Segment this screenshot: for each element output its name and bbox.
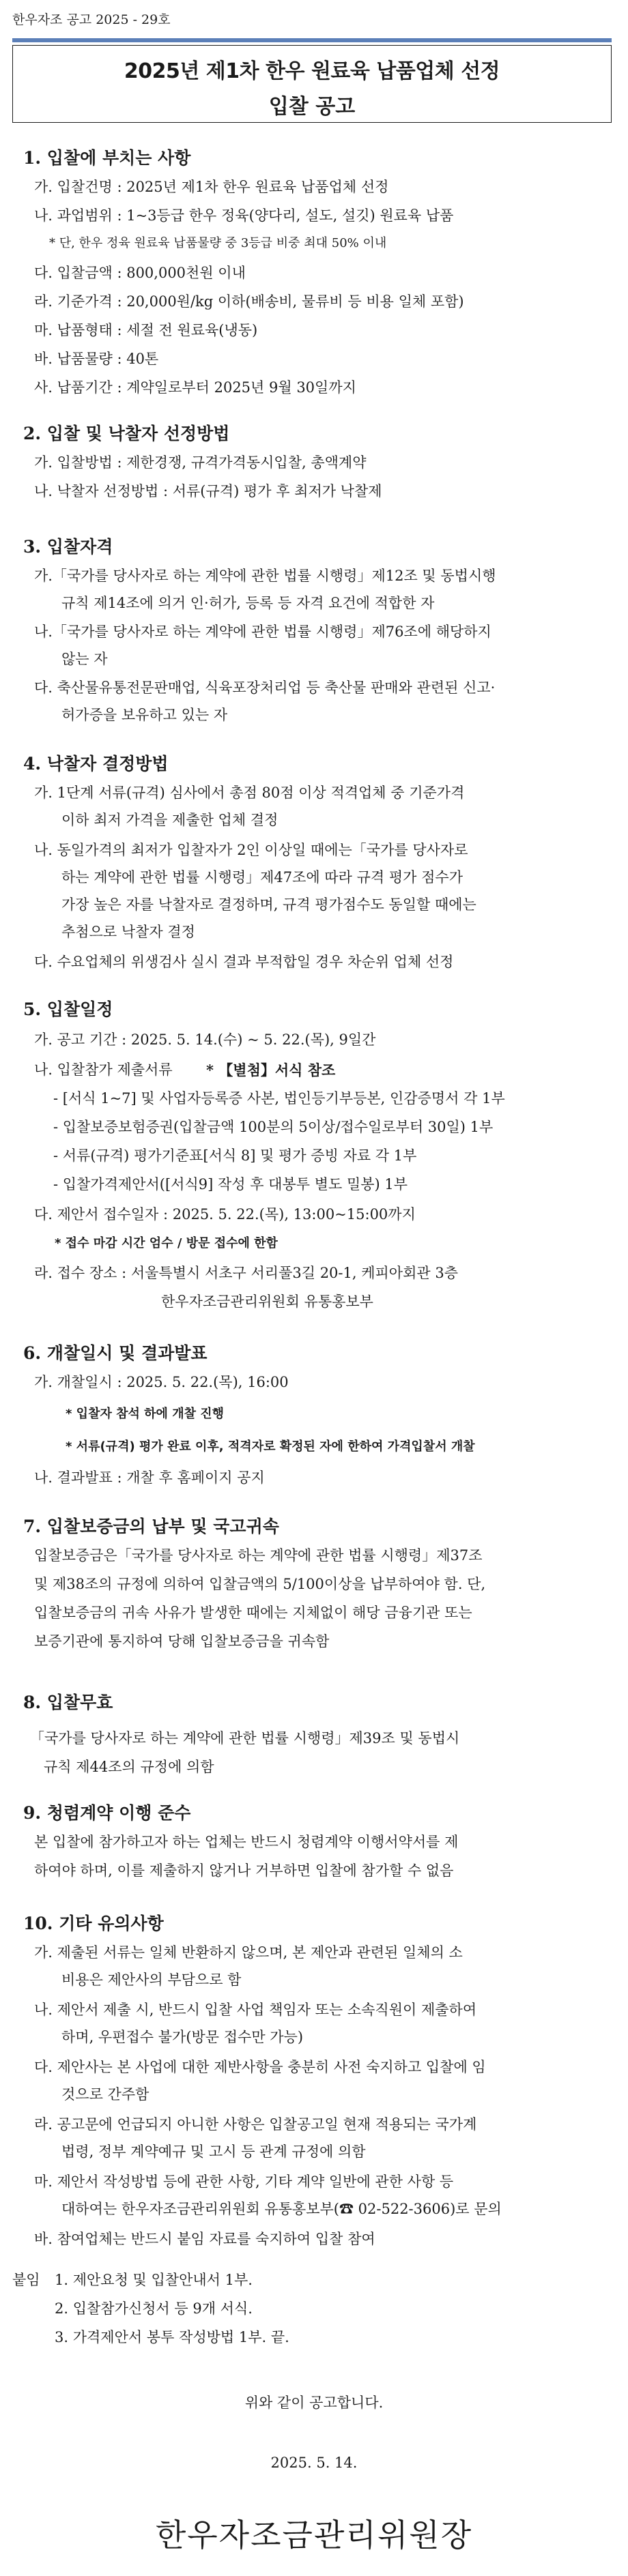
s10-item-ma-2: 대하여는 한우자조금관리위원회 유통홍보부(☎ 02-522-3606)로 문의 xyxy=(61,2201,502,2217)
section-8-title: 8. 입찰무효 xyxy=(23,1693,113,1712)
s5-item-na-label: 나. 입찰참가 제출서류 xyxy=(34,1062,173,1078)
s9-line-1: 본 입찰에 참가하고자 하는 업체는 반드시 청렴계약 이행서약서를 제 xyxy=(34,1834,459,1850)
s10-item-ga-2: 비용은 제안사의 부담으로 함 xyxy=(61,1972,242,1988)
s10-item-da-1: 다. 제안사는 본 사업에 대한 제반사항을 충분히 사전 숙지하고 입찰에 임 xyxy=(34,2059,486,2075)
section-7-title: 7. 입찰보증금의 납부 및 국고귀속 xyxy=(23,1517,279,1536)
s4-item-ga-1: 가. 1단계 서류(규격) 심사에서 총점 80점 이상 적격업체 중 기준가격 xyxy=(34,785,465,801)
s1-item-da: 다. 입찰금액 : 800,000천원 이내 xyxy=(34,265,246,281)
s1-item-sa: 사. 납품기간 : 계약일로부터 2025년 9월 30일까지 xyxy=(34,379,356,396)
s6-item-ga-note-2: * 서류(규격) 평가 완료 이후, 적격자로 확정된 자에 한하여 가격입찰서 개찰 xyxy=(66,1439,475,1454)
section-5-title: 5. 입찰일정 xyxy=(23,999,113,1019)
s5-doc-2: - 입찰보증보험증권(입찰금액 100분의 5이상/접수일로부터 30일) 1부 xyxy=(53,1119,494,1135)
section-10-title: 10. 기타 유의사항 xyxy=(23,1914,164,1933)
s10-item-na-2: 하며, 우편접수 불가(방문 접수만 가능) xyxy=(61,2029,304,2045)
s5-item-da: 다. 제안서 접수일자 : 2025. 5. 22.(목), 13:00~15:00까지 xyxy=(34,1206,416,1223)
section-1-title: 1. 입찰에 부치는 사항 xyxy=(23,148,191,168)
s5-item-na-ref: * 【별첨】서식 참조 xyxy=(206,1062,336,1079)
page-subtitle: 입찰 공고 xyxy=(268,95,356,119)
s4-item-na-1: 나. 동일가격의 최저가 입찰자가 2인 이상일 때에는「국가를 당사자로 xyxy=(34,842,468,858)
header-divider xyxy=(12,38,612,42)
s5-item-da-note: * 접수 마감 시간 엄수 / 방문 접수에 한함 xyxy=(55,1236,278,1250)
s10-item-ma-1: 마. 제안서 작성방법 등에 관한 사항, 기타 계약 일반에 관한 사항 등 xyxy=(34,2174,454,2190)
s1-item-ga: 가. 입찰건명 : 2025년 제1차 한우 원료육 납품업체 선정 xyxy=(34,179,389,195)
s6-item-ga: 가. 개찰일시 : 2025. 5. 22.(목), 16:00 xyxy=(34,1374,289,1390)
s4-item-na-2: 하는 계약에 관한 법률 시행령」제47조에 따라 규격 평가 점수가 xyxy=(61,869,463,886)
section-4-title: 4. 낙찰자 결정방법 xyxy=(23,754,169,774)
s7-line-1: 입찰보증금은「국가를 당사자로 하는 계약에 관한 법률 시행령」제37조 xyxy=(34,1547,483,1564)
attachment-item-2: 2. 입찰참가신청서 등 9개 서식. xyxy=(55,2300,253,2317)
s2-item-na: 나. 낙찰자 선정방법 : 서류(규격) 평가 후 최저가 낙찰제 xyxy=(34,483,382,499)
s3-item-na-1: 나.「국가를 당사자로 하는 계약에 관한 법률 시행령」제76조에 해당하지 xyxy=(34,624,491,640)
s5-doc-1: - [서식 1~7] 및 사업자등록증 사본, 법인등기부등본, 인감증명서 각 1부 xyxy=(53,1090,505,1107)
issuer-signature: 한우자조금관리위원장 xyxy=(155,2517,473,2553)
page-title: 2025년 제1차 한우 원료육 납품업체 선정 xyxy=(124,59,500,83)
attachment-item-3: 3. 가격제안서 봉투 작성방법 1부. 끝. xyxy=(55,2329,289,2345)
s10-item-na-1: 나. 제안서 제출 시, 반드시 입찰 사업 책임자 또는 소속직원이 제출하여 xyxy=(34,2002,477,2018)
s4-item-na-3: 가장 높은 자를 낙찰자로 결정하며, 규격 평가점수도 동일할 때에는 xyxy=(61,896,476,913)
s10-item-ba: 바. 참여업체는 반드시 붙임 자료를 숙지하여 입찰 참여 xyxy=(34,2231,375,2247)
s3-item-na-2: 않는 자 xyxy=(61,651,108,667)
notice-date: 2025. 5. 14. xyxy=(270,2455,358,2471)
s10-item-ra-1: 라. 공고문에 언급되지 아니한 사항은 입찰공고일 현재 적용되는 국가계 xyxy=(34,2116,477,2133)
s7-line-2: 및 제38조의 규정에 의하여 입찰금액의 5/100이상을 납부하여야 함. 단, xyxy=(34,1576,486,1592)
s8-line-2: 규칙 제44조의 규정에 의함 xyxy=(44,1759,214,1775)
s7-line-3: 입찰보증금의 귀속 사유가 발생한 때에는 지체없이 해당 금융기관 또는 xyxy=(34,1605,472,1621)
s1-item-ba: 바. 납품물량 : 40톤 xyxy=(34,351,159,367)
notice-number: 한우자조 공고 2025 - 29호 xyxy=(12,12,171,27)
s1-item-na-note: * 단, 한우 정육 원료육 납품물량 중 3등급 비중 최대 50% 이내 xyxy=(49,236,387,250)
s1-item-na: 나. 과업범위 : 1~3등급 한우 정육(양다리, 설도, 설깃) 원료육 납품 xyxy=(34,207,454,224)
section-2-title: 2. 입찰 및 낙찰자 선정방법 xyxy=(23,424,230,443)
s10-item-ra-2: 법령, 정부 계약예규 및 고시 등 관계 규정에 의함 xyxy=(61,2143,366,2160)
s4-item-ga-2: 이하 최저 가격을 제출한 업체 결정 xyxy=(61,812,279,828)
s8-line-1: 「국가를 당사자로 하는 계약에 관한 법률 시행령」제39조 및 동법시 xyxy=(30,1730,460,1746)
s7-line-4: 보증기관에 통지하여 당해 입찰보증금을 귀속함 xyxy=(34,1633,330,1650)
s3-item-da-1: 다. 축산물유통전문판매업, 식육포장처리업 등 축산물 판매와 관련된 신고· xyxy=(34,679,496,696)
s4-item-da: 다. 수요업체의 위생검사 실시 결과 부적합일 경우 차순위 업체 선정 xyxy=(34,954,454,970)
s5-item-ga: 가. 공고 기간 : 2025. 5. 14.(수) ~ 5. 22.(목), 9일간 xyxy=(34,1031,376,1048)
s4-item-na-4: 추첨으로 낙찰자 결정 xyxy=(61,924,195,940)
s3-item-da-2: 허가증을 보유하고 있는 자 xyxy=(61,707,228,723)
section-3-title: 3. 입찰자격 xyxy=(23,537,113,557)
closing-text: 위와 같이 공고합니다. xyxy=(244,2395,384,2411)
title-box xyxy=(12,45,612,123)
s5-doc-4: - 입찰가격제안서([서식9] 작성 후 대봉투 별도 밀봉) 1부 xyxy=(53,1176,408,1192)
s6-item-na: 나. 결과발표 : 개찰 후 홈페이지 공지 xyxy=(34,1469,265,1486)
attachment-label: 붙임 xyxy=(12,2272,40,2288)
attachment-item-1: 1. 제안요청 및 입찰안내서 1부. xyxy=(55,2272,253,2288)
s3-item-ga-2: 규칙 제14조에 의거 인·허가, 등록 등 자격 요건에 적합한 자 xyxy=(61,595,435,611)
s10-item-ga-1: 가. 제출된 서류는 일체 반환하지 않으며, 본 제안과 관련된 일체의 소 xyxy=(34,1944,463,1961)
s3-item-ga-1: 가.「국가를 당사자로 하는 계약에 관한 법률 시행령」제12조 및 동법시행 xyxy=(34,568,496,584)
s5-item-ra-1: 라. 접수 장소 : 서울특별시 서초구 서리풀3길 20-1, 케피아회관 3층 xyxy=(34,1265,458,1281)
s5-item-ra-2: 한우자조금관리위원회 유통홍보부 xyxy=(161,1293,373,1310)
section-6-title: 6. 개찰일시 및 결과발표 xyxy=(23,1343,208,1363)
section-9-title: 9. 청렴계약 이행 준수 xyxy=(23,1803,191,1823)
s9-line-2: 하여야 하며, 이를 제출하지 않거나 거부하면 입찰에 참가할 수 없음 xyxy=(34,1862,454,1879)
s10-item-da-2: 것으로 간주함 xyxy=(61,2086,149,2103)
s2-item-ga: 가. 입찰방법 : 제한경쟁, 규격가격동시입찰, 총액계약 xyxy=(34,454,367,471)
s6-item-ga-note-1: * 입찰자 참석 하에 개찰 진행 xyxy=(66,1407,225,1421)
s1-item-ma: 마. 납품형태 : 세절 전 원료육(냉동) xyxy=(34,322,258,338)
s5-doc-3: - 서류(규격) 평가기준표[서식 8] 및 평가 증빙 자료 각 1부 xyxy=(53,1147,417,1164)
s1-item-ra: 라. 기준가격 : 20,000원/kg 이하(배송비, 물류비 등 비용 일체 포함) xyxy=(34,293,464,310)
